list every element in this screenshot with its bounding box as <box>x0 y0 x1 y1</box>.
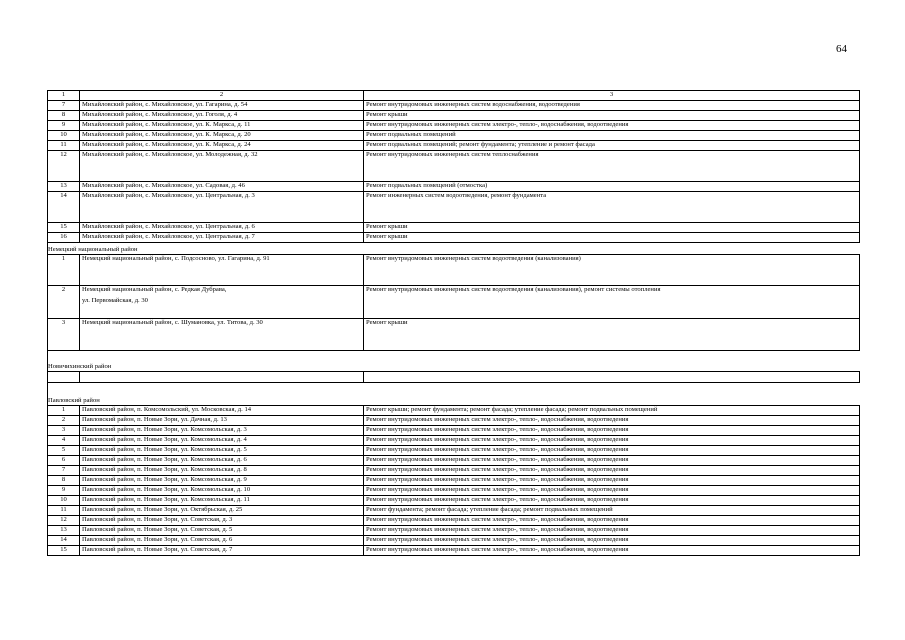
row-work: Ремонт внутридомовых инженерных систем водоснабжения, водоотведения <box>364 101 860 111</box>
table-row <box>48 141 860 151</box>
row-address-line-1: Немецкий национальный район, с. Редкая Дубрава, <box>82 286 227 293</box>
table-row <box>48 111 860 121</box>
row-work: Ремонт подвальных помещений <box>364 131 860 141</box>
section-header <box>48 243 860 255</box>
row-work: Ремонт крыши; ремонт фундамента; ремонт фасада; утепление фасада; ремонт подвальных помещений <box>364 406 860 416</box>
row-number: 11 <box>48 141 80 151</box>
table-row <box>48 506 860 516</box>
row-address: Михайловский район, с. Михайловское, ул. Гагарина, д. 54 <box>80 101 364 111</box>
row-work: Ремонт крыши <box>364 233 860 243</box>
row-address: Михайловский район, с. Михайловское, ул. К. Маркса, д. 11 <box>80 121 364 131</box>
row-address: Михайловский район, с. Михайловское, ул. К. Маркса, д. 24 <box>80 141 364 151</box>
row-work: Ремонт внутридомовых инженерных систем электро-, тепло-, водоснабжения, водоотведения <box>364 486 860 496</box>
empty-cell <box>48 372 80 383</box>
row-number: 12 <box>48 151 80 182</box>
table-row <box>48 151 860 182</box>
row-work: Ремонт внутридомовых инженерных систем электро-, тепло-, водоснабжения, водоотведения <box>364 466 860 476</box>
row-address: Павловский район, п. Новые Зори, ул. Советская, д. 6 <box>80 536 364 546</box>
table-row <box>48 101 860 111</box>
table-row <box>48 426 860 436</box>
row-address: Павловский район, п. Новые Зори, ул. Советская, д. 5 <box>80 526 364 536</box>
table-row <box>48 446 860 456</box>
row-number: 15 <box>48 546 80 556</box>
row-number: 11 <box>48 506 80 516</box>
row-number: 13 <box>48 526 80 536</box>
row-work: Ремонт внутридомовых инженерных систем водоотведения (канализования), ремонт системы отопления <box>364 286 860 319</box>
row-number: 13 <box>48 182 80 192</box>
row-number: 10 <box>48 131 80 141</box>
row-address <box>80 286 364 319</box>
table-row <box>48 476 860 486</box>
row-work: Ремонт инженерных систем водоотведения, ремонт фундамента <box>364 192 860 223</box>
section-header <box>48 383 860 406</box>
table-header-row <box>48 91 860 101</box>
header-col-3: 3 <box>364 91 860 101</box>
table-row <box>48 192 860 223</box>
row-address: Михайловский район, с. Михайловское, ул. Центральная, д. 6 <box>80 223 364 233</box>
row-number: 16 <box>48 233 80 243</box>
row-work: Ремонт внутридомовых инженерных систем электро-, тепло-, водоснабжения, водоотведения <box>364 476 860 486</box>
row-address: Павловский район, п. Новые Зори, ул. Советская, д. 7 <box>80 546 364 556</box>
table-row <box>48 456 860 466</box>
row-address: Павловский район, п. Новые Зори, ул. Комсомольская, д. 5 <box>80 446 364 456</box>
row-number: 9 <box>48 121 80 131</box>
table-row <box>48 319 860 351</box>
row-work: Ремонт внутридомовых инженерных систем электро-, тепло-, водоснабжения, водоотведения <box>364 436 860 446</box>
row-number: 7 <box>48 101 80 111</box>
table-row <box>48 466 860 476</box>
table-row <box>48 486 860 496</box>
row-number: 5 <box>48 446 80 456</box>
empty-cell <box>364 372 860 383</box>
header-col-2: 2 <box>80 91 364 101</box>
row-address: Павловский район, п. Новые Зори, ул. Комсомольская, д. 10 <box>80 486 364 496</box>
row-address: Павловский район, п. Новые Зори, ул. Дачная, д. 13 <box>80 416 364 426</box>
table-row <box>48 121 860 131</box>
row-address: Павловский район, п. Новые Зори, ул. Советская, д. 3 <box>80 516 364 526</box>
section-title-nemetsky: Немецкий национальный район <box>48 243 860 255</box>
row-work: Ремонт крыши <box>364 319 860 351</box>
row-number: 8 <box>48 476 80 486</box>
row-address: Немецкий национальный район, с. Подсосново, ул. Гагарина, д. 91 <box>80 255 364 286</box>
row-work: Ремонт внутридомовых инженерных систем электро-, тепло-, водоснабжения, водоотведения <box>364 426 860 436</box>
header-col-1: 1 <box>48 91 80 101</box>
row-address: Павловский район, п. Новые Зори, ул. Комсомольская, д. 8 <box>80 466 364 476</box>
row-number: 2 <box>48 286 80 319</box>
row-work: Ремонт фундамента; ремонт фасада; утепление фасада; ремонт подвальных помещений <box>364 506 860 516</box>
row-work: Ремонт внутридомовых инженерных систем электро-, тепло-, водоснабжения, водоотведения <box>364 516 860 526</box>
row-work: Ремонт внутридомовых инженерных систем электро-, тепло-, водоснабжения, водоотведения <box>364 526 860 536</box>
section-title-novichikhinsky: Новичихинский район <box>48 351 860 372</box>
row-address: Михайловский район, с. Михайловское, ул. Молодежная, д. 32 <box>80 151 364 182</box>
row-address: Михайловский район, с. Михайловское, ул. Центральная, д. 7 <box>80 233 364 243</box>
row-address: Михайловский район, с. Михайловское, ул. Гоголя, д. 4 <box>80 111 364 121</box>
row-work: Ремонт подвальных помещений (отмостка) <box>364 182 860 192</box>
row-number: 2 <box>48 416 80 426</box>
table-row <box>48 223 860 233</box>
row-number: 14 <box>48 192 80 223</box>
row-work: Ремонт внутридомовых инженерных систем электро-, тепло-, водоснабжения, водоотведения <box>364 416 860 426</box>
row-address: Михайловский район, с. Михайловское, ул. Садовая, д. 46 <box>80 182 364 192</box>
row-address: Павловский район, п. Комсомольский, ул. Московская, д. 14 <box>80 406 364 416</box>
table-row <box>48 286 860 319</box>
row-work: Ремонт внутридомовых инженерных систем электро-, тепло-, водоснабжения, водоотведения <box>364 496 860 506</box>
row-work: Ремонт внутридомовых инженерных систем электро-, тепло-, водоснабжения, водоотведения <box>364 121 860 131</box>
table-row <box>48 536 860 546</box>
row-number: 8 <box>48 111 80 121</box>
row-address: Павловский район, п. Новые Зори, ул. Комсомольская, д. 4 <box>80 436 364 446</box>
row-number: 3 <box>48 426 80 436</box>
row-address: Павловский район, п. Новые Зори, ул. Комсомольская, д. 9 <box>80 476 364 486</box>
table-row <box>48 416 860 426</box>
section-header <box>48 351 860 372</box>
repair-table <box>47 90 860 556</box>
row-address: Павловский район, п. Новые Зори, ул. Комсомольская, д. 11 <box>80 496 364 506</box>
section-title-pavlovsky: Павловский район <box>48 383 860 406</box>
table-row <box>48 233 860 243</box>
page-number: 64 <box>836 43 847 55</box>
row-number: 10 <box>48 496 80 506</box>
empty-cell <box>80 372 364 383</box>
row-number: 9 <box>48 486 80 496</box>
row-work: Ремонт крыши <box>364 223 860 233</box>
table-row <box>48 406 860 416</box>
row-address: Павловский район, п. Новые Зори, ул. Комсомольская, д. 6 <box>80 456 364 466</box>
row-address: Михайловский район, с. Михайловское, ул. К. Маркса, д. 20 <box>80 131 364 141</box>
table-row <box>48 546 860 556</box>
row-address: Павловский район, п. Новые Зори, ул. Комсомольская, д. 3 <box>80 426 364 436</box>
row-address-line-2: ул. Первомайская, д. 30 <box>82 297 148 304</box>
row-address: Немецкий национальный район, с. Шумановка, ул. Титова, д. 30 <box>80 319 364 351</box>
table-row <box>48 182 860 192</box>
table-row <box>48 526 860 536</box>
row-number: 1 <box>48 255 80 286</box>
table-row <box>48 516 860 526</box>
row-number: 6 <box>48 456 80 466</box>
row-work: Ремонт внутридомовых инженерных систем электро-, тепло-, водоснабжения, водоотведения <box>364 536 860 546</box>
row-number: 7 <box>48 466 80 476</box>
row-work: Ремонт внутридомовых инженерных систем теплоснабжения <box>364 151 860 182</box>
row-number: 12 <box>48 516 80 526</box>
row-work: Ремонт подвальных помещений; ремонт фундамента; утепление и ремонт фасада <box>364 141 860 151</box>
row-number: 3 <box>48 319 80 351</box>
row-work: Ремонт внутридомовых инженерных систем водоотведения (канализования) <box>364 255 860 286</box>
table-row <box>48 436 860 446</box>
row-address: Павловский район, п. Новые Зори, ул. Октябрьская, д. 25 <box>80 506 364 516</box>
table-row <box>48 255 860 286</box>
table-row-empty <box>48 372 860 383</box>
row-number: 1 <box>48 406 80 416</box>
row-number: 15 <box>48 223 80 233</box>
row-number: 14 <box>48 536 80 546</box>
row-address: Михайловский район, с. Михайловское, ул. Центральная, д. 3 <box>80 192 364 223</box>
row-work: Ремонт крыши <box>364 111 860 121</box>
table-row <box>48 131 860 141</box>
row-work: Ремонт внутридомовых инженерных систем электро-, тепло-, водоснабжения, водоотведения <box>364 446 860 456</box>
row-work: Ремонт внутридомовых инженерных систем электро-, тепло-, водоснабжения, водоотведения <box>364 456 860 466</box>
row-number: 4 <box>48 436 80 446</box>
table-row <box>48 496 860 506</box>
row-work: Ремонт внутридомовых инженерных систем электро-, тепло-, водоснабжения, водоотведения <box>364 546 860 556</box>
